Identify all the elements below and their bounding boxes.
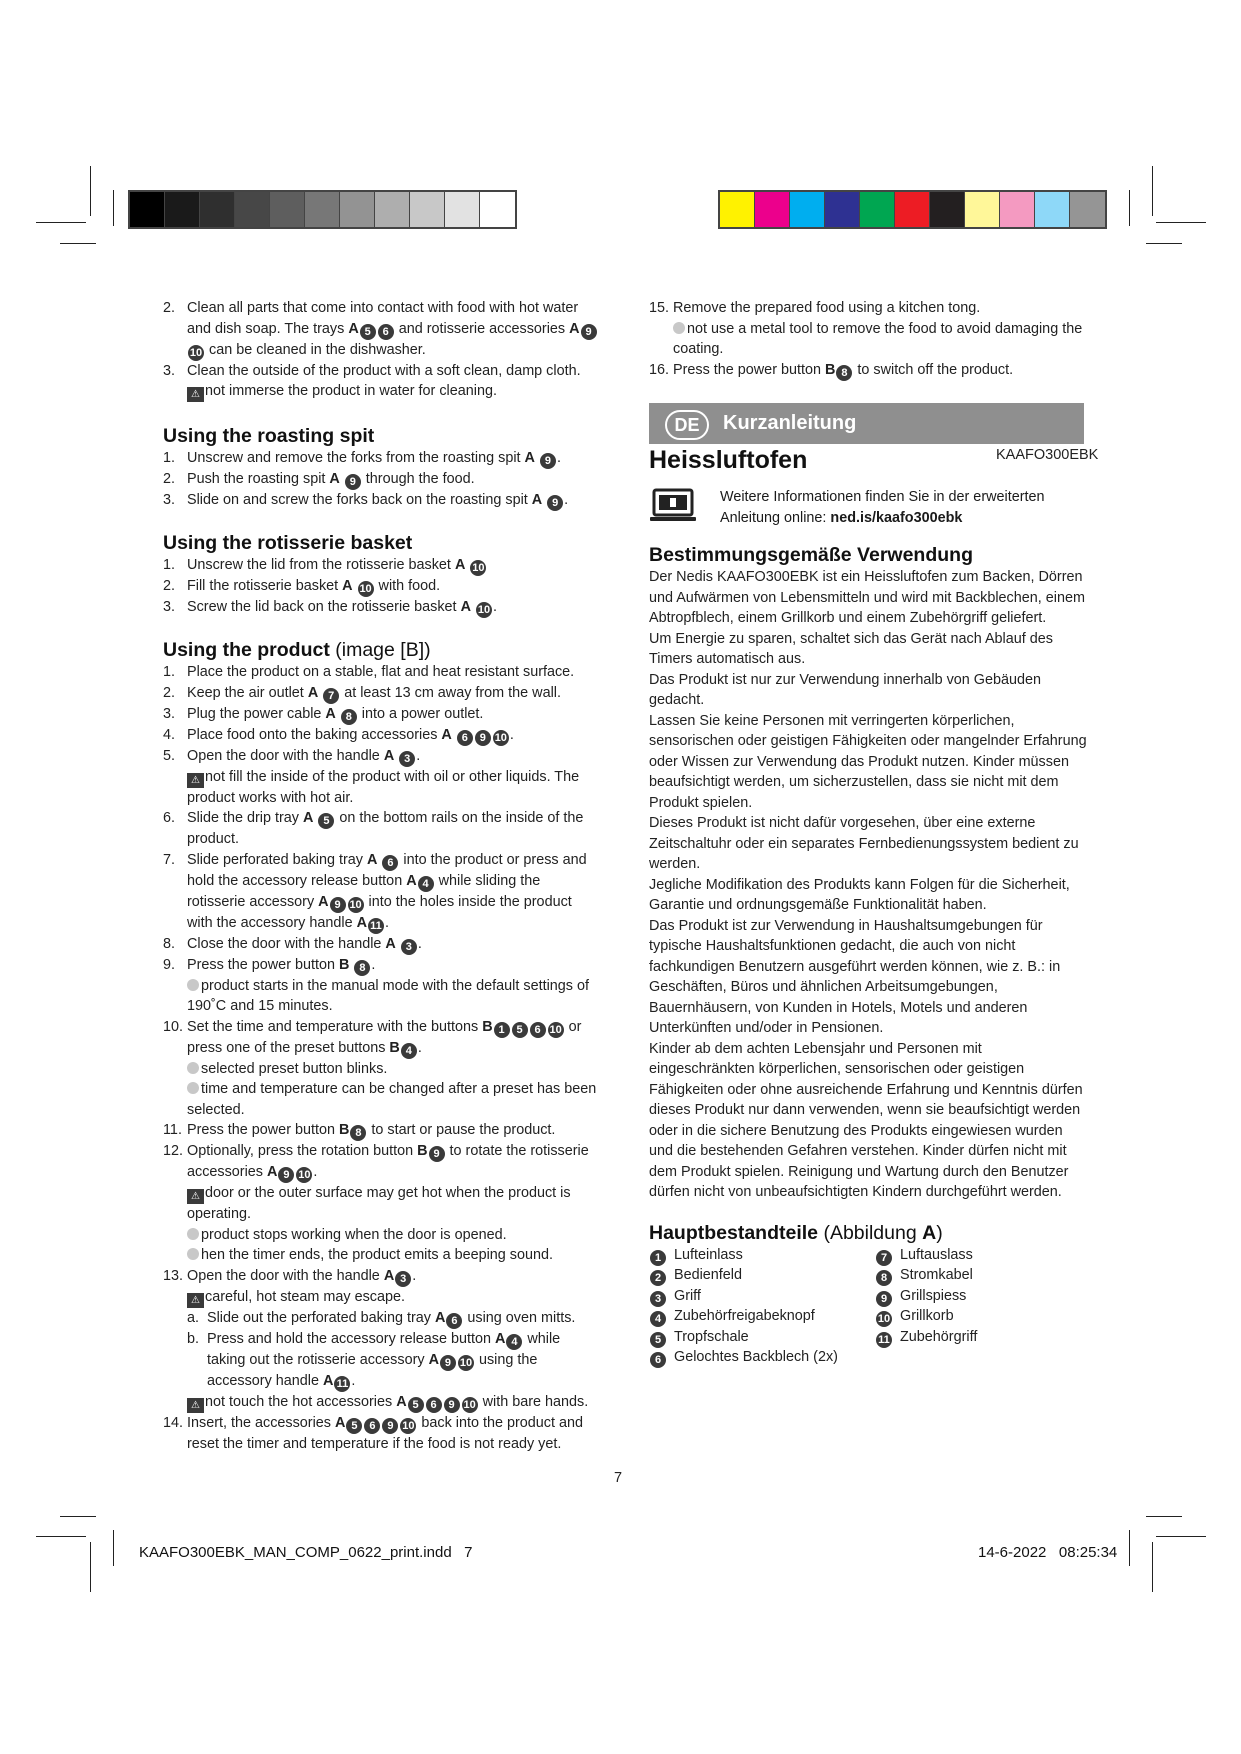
callout-icon: 6: [530, 1022, 546, 1038]
callout-icon: 3: [399, 751, 415, 767]
color-swatch: [130, 192, 165, 227]
color-swatch: [480, 192, 515, 227]
callout-icon: 5: [360, 324, 376, 340]
color-swatch: [965, 192, 1000, 227]
callout-icon: 10: [472, 562, 485, 574]
callout-icon: 11: [334, 1376, 350, 1392]
list-item: 5. Open the door with the handle A 3 . ⚠ not fill the inside of the product with oil or other liquids. The product works with hot air.: [163, 746, 598, 809]
manual-link[interactable]: ned.is/kaafo300ebk: [830, 509, 963, 526]
list-item: 14. Insert, the accessories A 5 6 9 10 back into the product and reset the timer and temperature if the food is not ready yet.: [163, 1414, 583, 1452]
color-swatch: [790, 192, 825, 227]
warning-note: ⚠ not touch the hot accessories A 5 6 9 10 with bare hands.: [187, 1392, 598, 1413]
part-item: [649, 1286, 701, 1306]
footer-file-name: KAAFO300EBK_MAN_COMP_0622_print.indd 7: [139, 1544, 473, 1561]
callout-icon: 10: [494, 731, 507, 744]
part-label: Bedienfeld: [674, 1267, 743, 1283]
intended-use-heading: Bestimmungsgemäße Verwendung: [649, 544, 973, 566]
callout-icon: 9: [444, 1397, 460, 1413]
list-item: 3. Screw the lid back on the rotisserie basket A 10 .: [163, 599, 497, 616]
list-item: 3. Slide on and screw the forks back on the roasting spit A 9 .: [163, 492, 569, 509]
left-column: [163, 298, 598, 1454]
callout-icon: 4: [418, 876, 434, 892]
sub-list-item: a. Slide out the perforated baking tray A 6 using oven mitts.: [187, 1309, 576, 1327]
part-label: Grillkorb: [900, 1308, 954, 1324]
sub-list-item: b. Press and hold the accessory release button A 4 while taking out the rotisserie accessory A 9 10 using the accessory handle A 11 .: [187, 1330, 561, 1390]
warning-icon: ⚠: [187, 1293, 204, 1308]
callout-icon: 5: [408, 1397, 424, 1413]
color-swatch: [305, 192, 340, 227]
callout-icon: 8: [350, 1125, 366, 1141]
callout-icon: 10: [189, 346, 203, 359]
page-number: 7: [614, 1470, 623, 1486]
warning-note: ⚠ door or the outer surface may get hot when the product is operating.: [187, 1185, 571, 1222]
info-icon: [187, 979, 199, 991]
color-swatch: [1070, 192, 1105, 227]
callout-icon: 3: [401, 939, 417, 955]
list-item: 16. Press the power button B 8 to switch off the product.: [649, 361, 1014, 379]
callout-icon: 6: [364, 1418, 380, 1434]
callout-icon: 11: [368, 918, 384, 934]
warning-icon: ⚠: [187, 773, 204, 788]
rotisserie-basket-heading: Using the rotisserie basket: [163, 532, 413, 554]
cleaning-step-2: 2. Clean all parts that come into contact with food with hot water and dish soap. The trays A 5 6 and rotisserie accessories A 910 can be cleaned in the dishwasher.: [163, 298, 598, 361]
callout-icon: 9: [330, 897, 346, 913]
callout-icon: 9: [429, 1146, 445, 1162]
list-item: 2. Keep the air outlet A 7 at least 13 cm away from the wall.: [163, 684, 561, 702]
online-info: Weitere Informationen finden Sie in der erweiterten Anleitung online: ned.is/kaafo300ebk: [720, 489, 1045, 526]
info-icon: [673, 322, 685, 334]
list-item: 11. Press the power button B 8 to start or pause the product.: [163, 1122, 556, 1139]
list-item: 4. Place food onto the baking accessories A 6 9 10 .: [163, 726, 514, 744]
callout-icon: 3: [395, 1271, 411, 1287]
color-swatch: [340, 192, 375, 227]
cleaning-warning: ⚠ not immerse the product in water for cleaning.: [163, 381, 598, 402]
callout-icon: 9: [278, 1167, 294, 1183]
callout-icon: 3: [650, 1291, 666, 1307]
callout-icon: 6: [382, 855, 398, 871]
color-swatch: [200, 192, 235, 227]
main-parts-heading: Hauptbestandteile (Abbildung A): [649, 1221, 943, 1244]
quick-start-banner: [649, 403, 1084, 444]
laptop-icon-svg: [649, 488, 697, 524]
part-item: [649, 1306, 815, 1326]
part-label: Lufteinlass: [674, 1246, 743, 1263]
color-swatch: [825, 192, 860, 227]
part-item: [875, 1265, 973, 1285]
callout-icon: 9: [581, 324, 597, 340]
callout-icon: 5: [512, 1022, 528, 1038]
color-swatch: [410, 192, 445, 227]
callout-icon: 6: [426, 1397, 442, 1413]
grayscale-print-bar: [128, 190, 517, 229]
info-icon: [187, 1228, 199, 1240]
warning-note: ⚠ not fill the inside of the product with oil or other liquids. The product works with hot air.: [187, 768, 580, 806]
color-swatch: [720, 192, 755, 227]
part-label: Zubehörfreigabeknopf: [674, 1308, 815, 1324]
callout-icon: 10: [477, 604, 491, 616]
language-badge: DE: [665, 410, 709, 440]
color-swatch: [235, 192, 270, 227]
callout-icon: 6: [378, 324, 394, 340]
part-label: Gelochtes Backblech (2x): [674, 1349, 838, 1365]
list-item: 6. Slide the drip tray A 5 on the bottom rails on the inside of the product.: [163, 810, 584, 847]
callout-icon: 10: [359, 583, 372, 595]
color-swatch: [1000, 192, 1035, 227]
parts-list: [649, 1245, 1089, 1365]
color-swatch: [270, 192, 305, 227]
part-label: Stromkabel: [900, 1267, 973, 1283]
info-note: not use a metal tool to remove the food to avoid damaging the coating.: [673, 320, 1083, 357]
info-note: product stops working when the door is opened.: [187, 1225, 598, 1246]
color-swatch: [445, 192, 480, 227]
color-swatch: [165, 192, 200, 227]
list-item: 8. Close the door with the handle A 3 .: [163, 935, 422, 953]
callout-icon: 5: [318, 813, 334, 829]
part-item: [875, 1306, 954, 1326]
list-item: 1. Unscrew the lid from the rotisserie basket A 10: [163, 557, 485, 574]
callout-icon: 6: [446, 1313, 462, 1329]
part-item: [649, 1347, 838, 1367]
color-swatch: [755, 192, 790, 227]
callout-icon: 10: [463, 1398, 476, 1411]
callout-icon: 8: [354, 960, 370, 976]
callout-icon: 9: [440, 1355, 456, 1371]
model-number: KAAFO300EBK: [996, 447, 1099, 463]
intended-use-section: Bestimmungsgemäße Verwendung Der Nedis KAAFO300EBK ist ein Heissluftofen zum Backen, Dörren und Aufwärmen von Lebensmitteln und wird mit Backblechen, einem Abtropfblech, einem Grillkorb und einem Zubehörgriff geliefert. Um Energie zu sparen, schaltet sich das Gerät nach Ablauf des Timers automatisch aus. Das Produkt ist nur zur Verwendung innerhalb von Gebäuden gedacht. Lassen Sie keine Personen mit verringerten körperlichen, sensorischen oder geistigen Fähigkeiten oder mangelnder Erfahrung oder Wissen zur Verwendung das Produkt nutzen. Kinder müssen beaufsichtigt werden, um sicherzustellen, dass sie nicht mit dem Produkt spielen. Dieses Produkt ist nicht dafür vorgesehen, über eine externe Zeitschaltuhr oder ein separates Fernbedienungssystem bedient zu werden. Jegliche Modifikation des Produkts kann Folgen für die Sicherheit, Garantie und ordnungsgemäße Funktionalität haben. Das Produkt ist zur Verwendung in Haushaltsumgebungen für typische Haushaltsfunktionen gedacht, die auch von nicht fachkundigen Benutzern ausgeführt werden können, wie z. B.: in Geschäften, Büros und ähnlichen Arbeitsumgebungen, Bauernhäusern, von Kunden in Hotels, Motels und anderen Unterkünften und/oder in Pensionen. Kinder ab dem achten Lebensjahr und Personen mit eingeschränkten körperlichen, sensorischen oder geistigen Fähigkeiten oder ohne ausreichende Erfahrung und Kenntnis dürfen dieses Produkt nur dann verwenden, wenn sie beaufsichtigt werden oder in die sichere Benutzung des Produkts eingewiesen wurden und die bestehenden Gefahren verstehen. Kinder dürfen nicht mit dem Produkt spielen. Reinigung und Wartung durch den Benutzer dürfen nicht von unbeaufsichtigten Kindern durchgeführt werden. Hauptbestandteile (Abbildung A) 1 Lufteinlass 2 Bedienfeld 3 Griff 4 Zubehörfreigabeknopf 5 Tropfschale 6 Gelochtes Backblech (2x) 7 Luftauslass 8 Stromkabel 9 Grillspiess 10 Grillkorb 11 Zubehörgriff: [649, 543, 1089, 1365]
list-item: 15. Remove the prepared food using a kitchen tong. not use a metal tool to remove the food to avoid damaging the coating.: [649, 298, 1089, 360]
warning-icon: ⚠: [187, 387, 204, 402]
callout-icon: 10: [402, 1419, 415, 1432]
list-item: 2. Fill the rotisserie basket A 10 with food.: [163, 578, 441, 595]
info-note: product starts in the manual mode with the default settings of 190˚C and 15 minutes.: [187, 977, 589, 1014]
callout-icon: 8: [876, 1270, 892, 1286]
info-note: time and temperature can be changed after a preset has been selected.: [187, 1081, 597, 1118]
callout-icon: 9: [547, 495, 563, 511]
list-item: 1. Unscrew and remove the forks from the roasting spit A 9 .: [163, 450, 561, 467]
info-note: selected preset button blinks.: [187, 1059, 598, 1080]
color-print-bar: [718, 190, 1107, 229]
callout-icon: 7: [876, 1250, 892, 1266]
callout-icon: 10: [549, 1023, 562, 1036]
list-item: 9. Press the power button B 8 . product starts in the manual mode with the default settings of 190˚C and 15 minutes.: [163, 955, 598, 1017]
part-item: [649, 1327, 749, 1347]
callout-icon: 10: [298, 1169, 311, 1181]
list-item: 2. Push the roasting spit A 9 through the food.: [163, 471, 475, 488]
product-title: Heissluftofen: [649, 446, 808, 474]
callout-icon: 9: [475, 730, 491, 746]
part-item: [875, 1245, 973, 1265]
callout-icon: 1: [494, 1022, 510, 1038]
footer-timestamp: 14-6-2022 08:25:34: [978, 1544, 1118, 1561]
using-product-heading: Using the product (image [B]): [163, 639, 431, 661]
part-label: Griff: [674, 1287, 701, 1304]
info-note: hen the timer ends, the product emits a beeping sound.: [187, 1245, 598, 1266]
right-column-top: [649, 298, 1089, 381]
color-swatch: [375, 192, 410, 227]
laptop-icon: [649, 488, 697, 524]
callout-icon: 10: [459, 1356, 473, 1369]
list-item: 12. Optionally, press the rotation button B 9 to rotate the rotisserie accessories A 9 10 . ⚠ door or the outer surface may get hot when the product is operating. product stops working when the door is opened. hen the timer ends, the product emits a beeping sound.: [163, 1141, 598, 1266]
callout-icon: 4: [506, 1334, 522, 1350]
part-item: [649, 1265, 742, 1285]
part-label: Luftauslass: [900, 1246, 973, 1263]
warning-icon: ⚠: [187, 1189, 204, 1204]
callout-icon: 5: [346, 1418, 362, 1434]
color-swatch: [895, 192, 930, 227]
info-icon: [187, 1062, 199, 1074]
callout-icon: 7: [323, 688, 339, 704]
info-icon: [187, 1082, 199, 1094]
part-item: [649, 1245, 743, 1265]
part-item: [875, 1327, 977, 1347]
callout-icon: 1: [650, 1250, 666, 1266]
warning-note: ⚠ careful, hot steam may escape.: [187, 1287, 598, 1308]
banner-title: Kurzanleitung: [723, 412, 857, 434]
part-label: Zubehörgriff: [900, 1328, 978, 1345]
callout-icon: 9: [540, 453, 556, 469]
roasting-spit-heading: Using the roasting spit: [163, 425, 375, 447]
callout-icon: 10: [877, 1313, 891, 1325]
callout-icon: 9: [876, 1291, 892, 1307]
part-item: [875, 1286, 966, 1306]
part-label: Tropfschale: [674, 1328, 749, 1345]
list-item: 1. Place the product on a stable, flat and heat resistant surface.: [163, 664, 575, 680]
warning-icon: ⚠: [187, 1398, 204, 1413]
callout-icon: 4: [401, 1043, 417, 1059]
callout-icon: 2: [650, 1270, 666, 1286]
callout-icon: 9: [382, 1418, 398, 1434]
callout-icon: 4: [650, 1311, 666, 1327]
callout-icon: 6: [650, 1352, 666, 1368]
list-item: 13. Open the door with the handle A 3 . ⚠ careful, hot steam may escape. a. Slide out the perforated baking tray A 6 using oven mitts. b. Press and hold the accessory release button A 4 while taking out the rotisserie accessory A 9 10 using the accessory handle A 11 . ⚠ not touch the hot accessories A 5 6 9 10 with bare hands.: [163, 1266, 598, 1413]
callout-icon: 5: [650, 1332, 666, 1348]
callout-icon: 10: [349, 898, 362, 911]
color-swatch: [1035, 192, 1070, 227]
color-swatch: [860, 192, 895, 227]
cleaning-step-3: 3. Clean the outside of the product with a soft clean, damp cloth.: [163, 362, 581, 379]
list-item: 7. Slide perforated baking tray A 6 into the product or press and hold the accessory release button A 4 while sliding the rotisserie accessory A 9 10 into the holes inside the product with the accessory handle A 11 .: [163, 851, 587, 932]
list-item: 3. Plug the power cable A 8 into a power outlet.: [163, 705, 484, 723]
callout-icon: 6: [457, 730, 473, 746]
color-swatch: [930, 192, 965, 227]
callout-icon: 8: [836, 365, 852, 381]
callout-icon: 9: [345, 474, 361, 490]
callout-icon: 8: [341, 709, 357, 725]
info-icon: [187, 1248, 199, 1260]
list-item: 10. Set the time and temperature with the buttons B 1 5 6 10 or press one of the preset buttons B 4 . selected preset button blinks. time and temperature can be changed after a preset has been selected.: [163, 1017, 598, 1121]
callout-icon: 11: [876, 1332, 892, 1348]
part-label: Grillspiess: [900, 1287, 967, 1304]
